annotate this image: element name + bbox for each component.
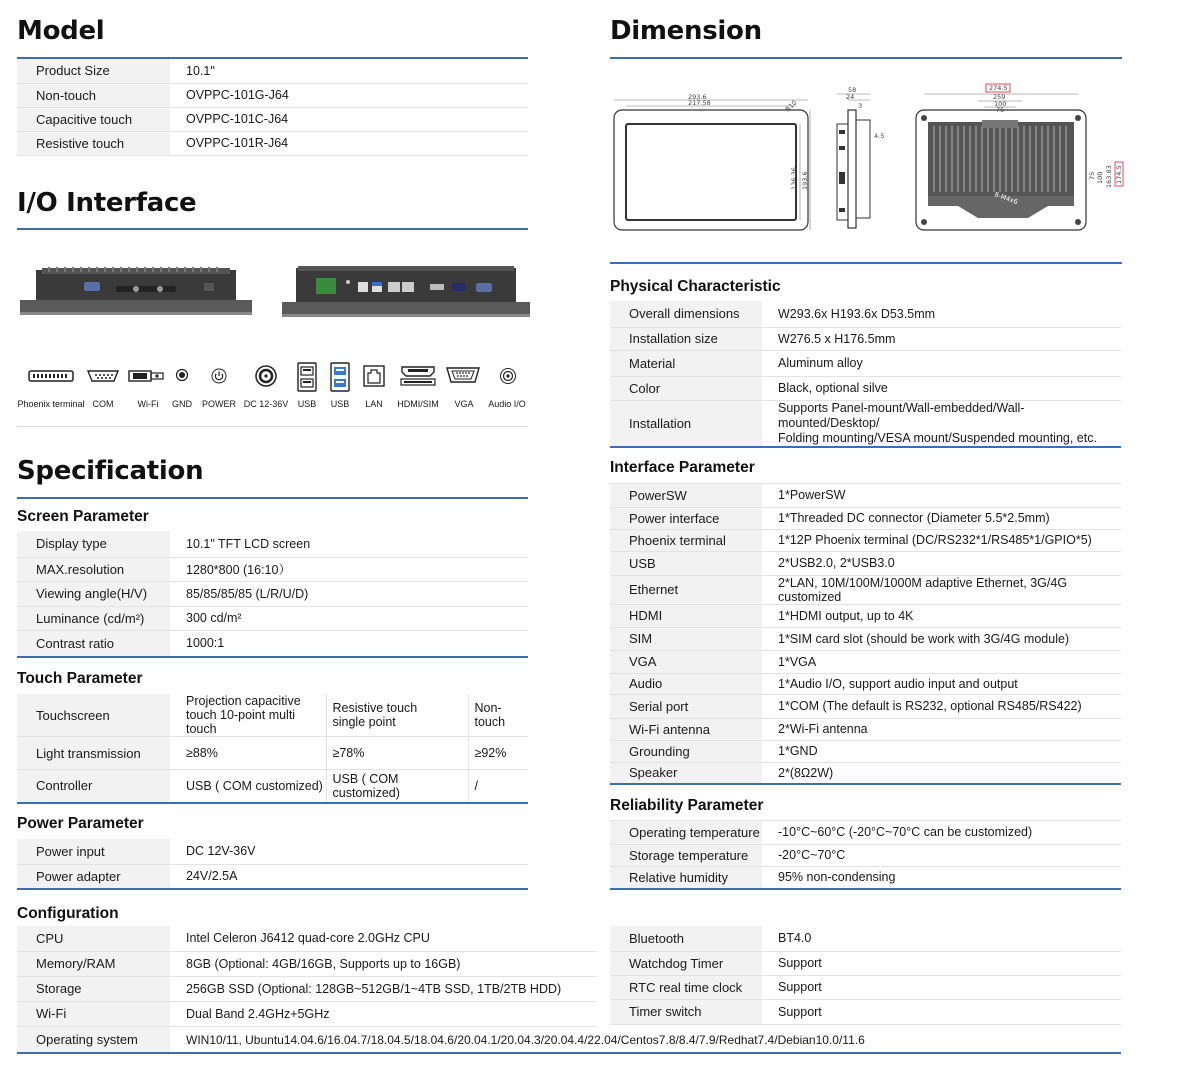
table-row: Capacitive touch OVPPC-101C-J64 — [17, 107, 528, 131]
configuration-title: Configuration — [17, 905, 119, 922]
table-row: Product Size 10.1" — [17, 59, 528, 83]
port-label: USB — [297, 399, 317, 409]
table-row: VGA 1*VGA — [610, 650, 1121, 673]
physical-table — [610, 301, 1121, 448]
dim-rear-w2: 259 — [993, 93, 1006, 101]
reliability-table — [610, 821, 1121, 890]
table-row: Memory/RAM 8GB (Optional: 4GB/16GB, Supports up to 16GB) — [17, 951, 597, 976]
table-row: Contrast ratio 1000:1 — [17, 630, 528, 657]
table-row: Material Aluminum alloy — [610, 350, 1121, 376]
table-row: Wi-Fi Dual Band 2.4GHz+5GHz — [17, 1001, 597, 1026]
dimension-title: Dimension — [610, 16, 762, 46]
table-row: PowerSW 1*PowerSW — [610, 484, 1121, 507]
dc-jack-icon — [255, 365, 277, 387]
physical-rule — [610, 262, 1122, 264]
table-row: HDMI 1*HDMI output, up to 4K — [610, 604, 1121, 627]
power-param-table — [17, 839, 528, 890]
io-title: I/O Interface — [17, 188, 197, 218]
interface-title: Interface Parameter — [610, 459, 755, 476]
table-row: CPU Intel Celeron J6412 quad-core 2.0GHz CPU — [17, 926, 597, 951]
table-row: Grounding 1*GND — [610, 740, 1121, 762]
io-port-icons — [17, 358, 529, 418]
dim-side-d4: 4.5 — [874, 132, 885, 140]
port-label: USB — [330, 399, 350, 409]
table-row: Relative humidity 95% non-condensing — [610, 866, 1121, 889]
dim-rear-w3: 100 — [994, 100, 1007, 108]
table-row: Operating temperature -10°C~60°C (-20°C~70°C can be customized) — [610, 821, 1121, 844]
port-label: Audio I/O — [488, 399, 526, 409]
io-divider — [17, 426, 528, 427]
table-row: Touchscreen Projection capacitive touch 10-point multi touch Resistive touch single point Non-touch — [17, 694, 528, 737]
table-row: Power interface 1*Threaded DC connector (Diameter 5.5*2.5mm) — [610, 507, 1121, 529]
reliability-title: Reliability Parameter — [610, 797, 764, 814]
port-label: DC 12-36V — [243, 399, 289, 409]
dimension-rule — [610, 57, 1122, 59]
port-label: POWER — [201, 399, 237, 409]
table-row: Overall dimensions W293.6x H193.6x D53.5mm — [610, 301, 1121, 327]
table-row: Serial port 1*COM (The default is RS232, optional RS485/RS422) — [610, 694, 1121, 718]
dim-front-h1: 136.36 — [790, 167, 798, 190]
table-row: Timer switch Support — [610, 999, 1121, 1024]
table-row: Installation size W276.5 x H176.5mm — [610, 327, 1121, 350]
configuration-os-table — [17, 1027, 1121, 1054]
io-rule — [17, 228, 528, 230]
table-row: SIM 1*SIM card slot (should be work with 3G/4G module) — [610, 627, 1121, 650]
dim-side-d1: 58 — [848, 86, 857, 94]
configuration-right-table — [610, 926, 1121, 1025]
port-label: HDMI/SIM — [397, 399, 439, 409]
com-port-icon — [86, 370, 120, 382]
table-row: Installation Supports Panel-mount/Wall-embedded/Wall-mounted/Desktop/ Folding mounting/VESA mount/Suspended mounting, etc. — [610, 400, 1121, 447]
dim-rear-w4: 75 — [996, 106, 1005, 114]
table-row: Storage temperature -20°C~70°C — [610, 844, 1121, 866]
lan-port-icon — [363, 365, 385, 387]
dim-front-radius: R10 — [783, 98, 799, 114]
table-row: Speaker 2*(8Ω2W) — [610, 762, 1121, 784]
table-row: Resistive touch OVPPC-101R-J64 — [17, 131, 528, 155]
spec-rule — [17, 497, 528, 499]
table-row: Watchdog Timer Support — [610, 951, 1121, 975]
table-row: Operating system WIN10/11, Ubuntu14.04.6/16.04.7/18.04.5/18.04.6/20.04.1/20.04.3/20.04.4/22.04/Centos7.8/8.4/7.9/Redhat7.4/Debian10.0/11.6 — [17, 1027, 1121, 1053]
dimension-drawing — [608, 80, 1128, 240]
wifi-antenna-icon — [128, 370, 166, 382]
hdmi-sim-icon — [399, 365, 437, 387]
port-label: Wi-Fi — [137, 399, 159, 409]
dim-rear-h1: 75 — [1088, 171, 1096, 180]
port-label: COM — [92, 399, 114, 409]
screen-param-table — [17, 531, 528, 658]
table-row: Storage 256GB SSD (Optional: 128GB~512GB/1~4TB SSD, 1TB/2TB HDD) — [17, 976, 597, 1001]
screen-param-title: Screen Parameter — [17, 508, 149, 525]
table-row: Luminance (cd/m²) 300 cd/m² — [17, 606, 528, 630]
spec-title: Specification — [17, 456, 204, 486]
usb2-icon — [297, 362, 317, 392]
dim-rear-h2: 100 — [1096, 171, 1104, 184]
dim-front-w1: 293.6 — [688, 93, 707, 101]
table-row: Audio 1*Audio I/O, support audio input and output — [610, 673, 1121, 694]
table-row: Phoenix terminal 1*12P Phoenix terminal (DC/RS232*1/RS485*1/GPIO*5) — [610, 529, 1121, 551]
table-row: Display type 10.1" TFT LCD screen — [17, 531, 528, 557]
model-table — [17, 59, 528, 156]
dim-rear-h4: 174.5 — [1115, 165, 1123, 184]
device-back-photo — [18, 266, 254, 320]
touch-param-table — [17, 694, 528, 804]
table-row: Ethernet 2*LAN, 10M/100M/1000M adaptive Ethernet, 3G/4G customized — [610, 575, 1121, 604]
table-row: Wi-Fi antenna 2*Wi-Fi antenna — [610, 718, 1121, 740]
configuration-left-table — [17, 926, 597, 1027]
table-row: Controller USB ( COM customized) USB ( COM customized) / — [17, 770, 528, 803]
phoenix-terminal-icon — [28, 370, 74, 382]
port-label: Phoenix terminal — [17, 399, 85, 409]
power-param-title: Power Parameter — [17, 815, 144, 832]
table-row: Bluetooth BT4.0 — [610, 926, 1121, 951]
power-icon — [211, 368, 227, 384]
table-row: Non-touch OVPPC-101G-J64 — [17, 83, 528, 107]
interface-table — [610, 484, 1121, 785]
table-row: Viewing angle(H/V) 85/85/85/85 (L/R/U/D) — [17, 581, 528, 606]
dim-rear-w1: 274.5 — [989, 84, 1008, 92]
port-label: GND — [172, 399, 192, 409]
physical-title: Physical Characteristic — [610, 278, 781, 295]
table-row: Power input DC 12V-36V — [17, 839, 528, 864]
port-label: LAN — [365, 399, 383, 409]
dim-rear-screw: 8-M4x6 — [993, 190, 1019, 207]
dim-front-h2: 193.6 — [801, 171, 809, 190]
dim-side-d2: 24 — [846, 93, 855, 101]
table-row: MAX.resolution 1280*800 (16:10） — [17, 557, 528, 581]
vga-port-icon — [446, 367, 480, 383]
table-row: Color Black, optional silve — [610, 376, 1121, 400]
table-row: RTC real time clock Support — [610, 975, 1121, 999]
dim-rear-h3: 163.83 — [1105, 165, 1113, 188]
audio-jack-icon — [499, 367, 517, 385]
device-io-photo — [282, 266, 530, 320]
table-row: Power adapter 24V/2.5A — [17, 864, 528, 889]
touch-param-title: Touch Parameter — [17, 670, 143, 687]
dim-front-w2: 217.58 — [688, 99, 711, 107]
usb3-icon — [330, 362, 350, 392]
table-row: Light transmission ≥88% ≥78% ≥92% — [17, 737, 528, 770]
table-row: USB 2*USB2.0, 2*USB3.0 — [610, 551, 1121, 575]
gnd-icon — [175, 368, 189, 382]
port-label: VGA — [454, 399, 474, 409]
dim-side-d3: 3 — [858, 102, 863, 110]
model-title: Model — [17, 16, 105, 46]
